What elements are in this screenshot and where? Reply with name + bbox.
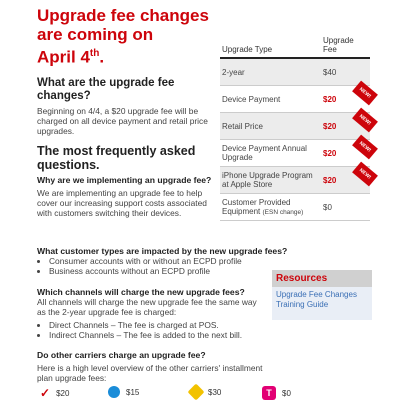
- page-title: [37, 6, 212, 67]
- carrier-sprint: [190, 386, 221, 398]
- table-row: [220, 167, 370, 194]
- question-what-changes: What are the upgrade fee changes?: [37, 76, 175, 102]
- new-badge: NEW!: [352, 81, 378, 106]
- carrier-tmobile: [262, 386, 291, 400]
- sprint-icon: [188, 384, 205, 401]
- tmobile-icon: T: [262, 386, 276, 400]
- upgrade-type-cell: [220, 58, 321, 86]
- answer-carriers: Here is a high level overview of the other carriers' installment plan upgrade fees:: [37, 363, 263, 383]
- upgrade-fee: $20: [323, 175, 337, 185]
- title-period: .: [99, 47, 105, 67]
- upgrade-type: Device Payment Annual Upgrade: [222, 144, 307, 162]
- upgrade-fee-table: [220, 32, 373, 221]
- carrier-fee: $0: [282, 388, 291, 398]
- upgrade-fee: $20: [323, 94, 337, 104]
- table-row: [220, 58, 370, 86]
- channels-list: [37, 320, 267, 340]
- carrier-verizon: [40, 386, 69, 400]
- question-carriers: Do other carriers charge an upgrade fee?: [37, 350, 206, 360]
- title-superscript: th: [89, 48, 100, 59]
- channels-section: [37, 287, 267, 345]
- carriers-section: [37, 350, 267, 383]
- table-row: [220, 86, 370, 113]
- new-badge: NEW!: [352, 162, 378, 187]
- upgrade-type: 2-year: [222, 67, 245, 77]
- upgrade-fee: $20: [323, 121, 337, 131]
- col-header-fee: Upgrade Fee: [321, 32, 370, 58]
- resources-box: [272, 270, 372, 320]
- answer-what-changes: Beginning on 4/4, a $20 upgrade fee will be charged on all device payment and retail price upgrades.: [37, 105, 208, 136]
- carrier-att: [108, 386, 139, 398]
- list-item: • Business accounts without an ECPD profile: [49, 266, 377, 276]
- upgrade-type: Device Payment: [222, 94, 281, 104]
- new-badge: NEW!: [352, 135, 378, 160]
- upgrade-fee: $40: [323, 67, 337, 77]
- upgrade-type: Customer Provided Equipment: [222, 197, 291, 216]
- upgrade-type: Retail Price: [222, 121, 263, 131]
- upgrade-fee-cell: [321, 194, 370, 221]
- answer-channels: All channels will charge the new upgrade fee the same way as the 2-year upgrade fee is charged:: [37, 297, 257, 317]
- upgrade-fee: $20: [323, 148, 337, 158]
- verizon-check-icon: ✓: [40, 386, 51, 400]
- new-badge: NEW!: [352, 108, 378, 133]
- list-item: • Consumer accounts with or without an ECPD profile: [49, 256, 377, 266]
- answer-why: We are implementing an upgrade fee to help cover our increasing support costs associated with customers switching their devices.: [37, 187, 207, 218]
- title-line-1: Upgrade fee changes: [37, 6, 209, 25]
- title-line-2: are coming on: [37, 25, 154, 44]
- faq-heading: The most frequently asked questions.: [37, 143, 196, 172]
- resources-heading: Resources: [272, 270, 372, 287]
- training-guide-link[interactable]: Upgrade Fee Changes Training Guide: [276, 290, 357, 309]
- question-customer-types: What customer types are impacted by the new upgrade fees?: [37, 246, 288, 256]
- upgrade-type-cell: [220, 113, 321, 140]
- upgrade-type-cell: [220, 167, 321, 194]
- carrier-fee: $15: [126, 387, 140, 397]
- carrier-fee: $20: [56, 388, 70, 398]
- col-header-type: Upgrade Type: [220, 32, 321, 58]
- list-item: • Indirect Channels – The fee is added to the next bill.: [49, 330, 267, 340]
- att-globe-icon: [108, 386, 120, 398]
- upgrade-type-cell: [220, 86, 321, 113]
- upgrade-fee: $0: [323, 202, 332, 212]
- question-channels: Which channels will charge the new upgrade fees?: [37, 287, 245, 297]
- table-row: [220, 140, 370, 167]
- question-why: Why are we implementing an upgrade fee?: [37, 174, 212, 185]
- table-row: [220, 113, 370, 140]
- title-line-3: April 4: [37, 47, 90, 67]
- carrier-fee: $30: [208, 387, 222, 397]
- upgrade-type-note: (ESN change): [262, 208, 304, 216]
- upgrade-type-cell: [220, 140, 321, 167]
- left-column: [37, 6, 212, 226]
- list-item: • Direct Channels – The fee is charged at POS.: [49, 320, 267, 330]
- upgrade-type: iPhone Upgrade Program at Apple Store: [222, 171, 313, 189]
- upgrade-type-cell: [220, 194, 321, 221]
- table-row: [220, 194, 370, 221]
- upgrade-fee-cell: [321, 167, 373, 194]
